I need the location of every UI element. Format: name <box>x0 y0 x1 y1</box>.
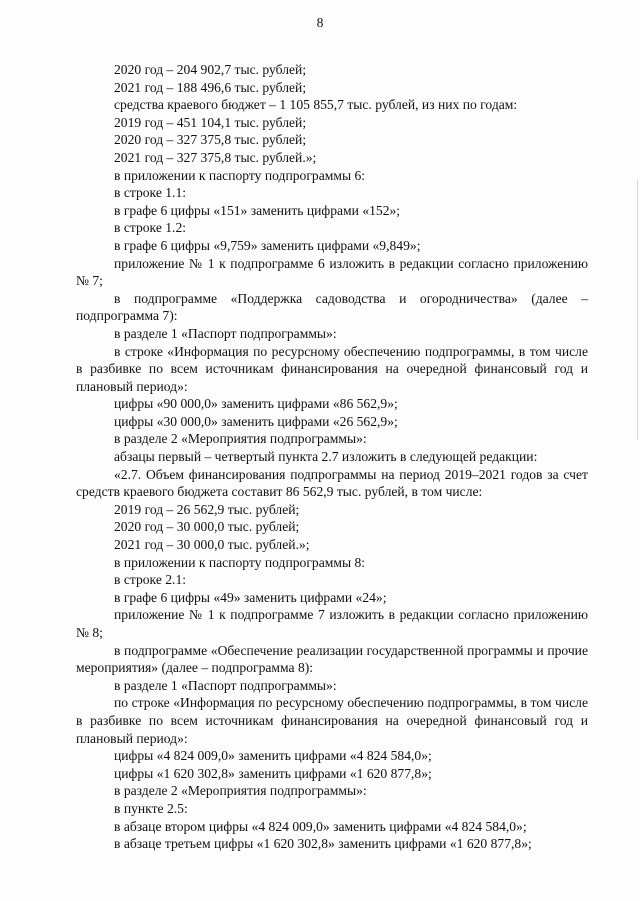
paragraph-col-6-151: в графе 6 цифры «151» заменить цифрами «152»; <box>114 202 401 218</box>
paragraph-2020-total: 2020 год – 204 902,7 тыс. рублей; <box>114 62 307 77</box>
paragraph-2020-amount: 2020 год – 30 000,0 тыс. рублей; <box>114 519 300 535</box>
paragraph-subprogram-7: в подпрограмме «Поддержка садоводства и огородничества» (далее – подпрограмма 7): <box>76 290 588 324</box>
paragraph-section-2-measures-b: в разделе 2 «Мероприятия подпрограммы»: <box>114 783 367 799</box>
paragraph-point-2-5: в пункте 2.5: <box>114 800 188 816</box>
paragraph-2020-regional: 2020 год – 327 375,8 тыс. рублей; <box>114 132 307 148</box>
paragraph-resource-info-a: в строке «Информация по ресурсному обеспечению подпрограммы, в том числе в разбивке по всем источникам финансирования на очередной финансовый год и плановый период»: <box>76 343 588 394</box>
paragraph-point-2-7: абзацы первый – четвертый пункта 2.7 изложить в следующей редакции: <box>114 449 538 465</box>
paragraph-resource-info-b: по строке «Информация по ресурсному обеспечению подпрограммы, в том числе в разбивке по всем источникам финансирования на очередной финансовый год и плановый период»: <box>76 695 588 746</box>
paragraph-section-2-measures-a: в разделе 2 «Мероприятия подпрограммы»: <box>114 431 367 447</box>
paragraph-figures-30000: цифры «30 000,0» заменить цифрами «26 562,9»; <box>114 413 398 429</box>
paragraph-passport-annex-8: в приложении к паспорту подпрограммы 8: <box>114 554 366 570</box>
paragraph-third-abzac: в абзаце третьем цифры «1 620 302,8» заменить цифрами «1 620 877,8»; <box>114 836 532 852</box>
paragraph-2021-total: 2021 год – 188 496,6 тыс. рублей; <box>114 79 307 95</box>
paragraph-section-1-passport-a: в разделе 1 «Паспорт подпрограммы»: <box>114 325 337 341</box>
paragraph-annex-7: приложение № 1 к подпрограмме 6 изложить в редакции согласно приложению № 7; <box>76 255 588 289</box>
page-number: 8 <box>316 15 324 30</box>
paragraph-passport-annex-6: в приложении к паспорту подпрограммы 6: <box>114 167 366 183</box>
paragraph-financing-volume: «2.7. Объем финансирования подпрограммы на период 2019–2021 годов за счет средств краевого бюджета составит 86 562,9 тыс. рублей, в том числе: <box>76 466 588 500</box>
paragraph-row-2-1: в строке 2.1: <box>114 572 187 588</box>
paragraph-2021-regional: 2021 год – 327 375,8 тыс. рублей.»; <box>114 149 317 165</box>
paragraph-row-1-2: в строке 1.2: <box>114 220 187 236</box>
paragraph-figures-1620302: цифры «1 620 302,8» заменить цифрами «1 620 877,8»; <box>114 765 432 781</box>
paragraph-2019-regional: 2019 год – 451 104,1 тыс. рублей; <box>114 114 307 130</box>
paragraph-regional-budget: средства краевого бюджет – 1 105 855,7 тыс. рублей, из них по годам: <box>114 97 518 113</box>
paragraph-2019-amount: 2019 год – 26 562,9 тыс. рублей; <box>114 501 300 517</box>
paragraph-annex-8: приложение № 1 к подпрограмме 7 изложить в редакции согласно приложению № 8; <box>76 607 588 640</box>
paragraph-2021-amount: 2021 год – 30 000,0 тыс. рублей.»; <box>114 537 310 553</box>
paragraph-figures-4824009: цифры «4 824 009,0» заменить цифрами «4 824 584,0»; <box>114 748 432 764</box>
paragraph-figures-90000: цифры «90 000,0» заменить цифрами «86 562,9»; <box>114 396 398 412</box>
document-body <box>76 61 588 853</box>
paragraph-second-abzac: в абзаце втором цифры «4 824 009,0» заменить цифрами «4 824 584,0»; <box>114 818 527 834</box>
paragraph-col-6-9759: в графе 6 цифры «9,759» заменить цифрами «9,849»; <box>114 237 421 253</box>
scan-edge-line <box>637 180 638 440</box>
paragraph-subprogram-8: в подпрограмме «Обеспечение реализации государственной программы и прочие мероприятия» (далее – подпрограмма 8): <box>76 642 588 676</box>
paragraph-col-6-49: в графе 6 цифры «49» заменить цифрами «24»; <box>114 589 387 605</box>
paragraph-section-1-passport-b: в разделе 1 «Паспорт подпрограммы»: <box>114 677 337 693</box>
paragraph-row-1-1: в строке 1.1: <box>114 185 187 201</box>
